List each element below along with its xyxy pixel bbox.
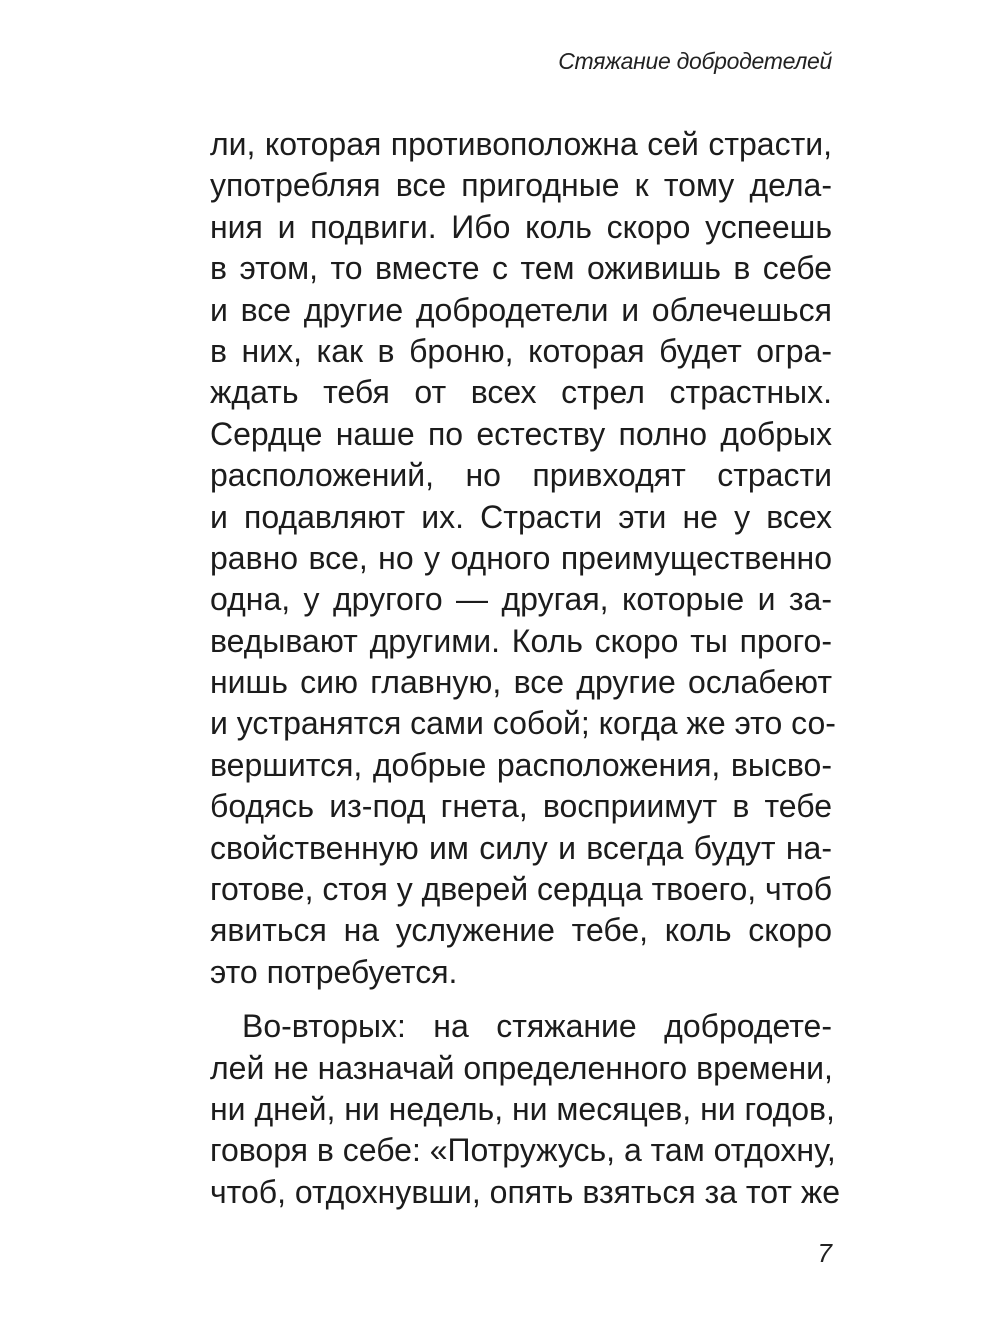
text-line: говоря в себе: «Потружусь, а там отдохну, bbox=[210, 1132, 836, 1169]
text-line: ни дней, ни недель, ни месяцев, ни годов, bbox=[210, 1090, 835, 1127]
text-line: ждать тебя от всех стрел страстных. bbox=[210, 374, 832, 411]
text-line: готове, стоя у дверей сердца твоего, чтоб bbox=[210, 871, 833, 908]
page-body-text bbox=[210, 124, 841, 1213]
text-line: нишь сию главную, все другие ослабеют bbox=[210, 664, 832, 701]
text-line: Сердце наше по естеству полно добрых bbox=[210, 415, 832, 452]
text-line: ли, которая противоположна сей страсти, bbox=[210, 126, 832, 162]
text-line: это потребуется. bbox=[210, 953, 458, 990]
text-line: свойственную им силу и всегда будут на- bbox=[210, 829, 832, 866]
text-line: расположений, но привходят страсти bbox=[210, 457, 832, 494]
text-line: в них, как в броню, которая будет огра- bbox=[210, 332, 832, 369]
text-line: вершится, добрые расположения, высво- bbox=[210, 746, 832, 783]
text-line: бодясь из-под гнета, восприимут в тебе bbox=[210, 788, 832, 825]
paragraph-1 bbox=[210, 124, 836, 993]
text-line: Во-вторых: на стяжание добродете- bbox=[242, 1008, 832, 1045]
text-line: равно все, но у одного преимущественно bbox=[210, 539, 832, 576]
text-line: ведывают другими. Коль скоро ты прого- bbox=[210, 622, 832, 659]
running-title: Стяжание добродетелей bbox=[558, 48, 832, 74]
page-number: 7 bbox=[817, 1238, 832, 1268]
text-line: и подавляют их. Страсти эти не у всех bbox=[210, 498, 832, 535]
text-line: в этом, то вместе с тем оживишь в себе bbox=[210, 250, 832, 287]
paragraph-2 bbox=[210, 1006, 841, 1213]
text-line: употребляя все пригодные к тому дела- bbox=[210, 167, 832, 204]
text-line: чтоб, отдохнувши, опять взяться за тот же bbox=[210, 1173, 841, 1210]
text-line: лей не назначай определенного времени, bbox=[210, 1049, 833, 1086]
text-line: и устранятся сами собой; когда же это со- bbox=[210, 705, 836, 742]
text-line: и все другие добродетели и облечешься bbox=[210, 291, 832, 328]
paragraph-spacer bbox=[210, 993, 832, 1006]
text-line: явиться на услужение тебе, коль скоро bbox=[210, 912, 832, 949]
text-line: ния и подвиги. Ибо коль скоро успеешь bbox=[210, 208, 832, 245]
text-line: одна, у другого — другая, которые и за- bbox=[210, 581, 832, 618]
